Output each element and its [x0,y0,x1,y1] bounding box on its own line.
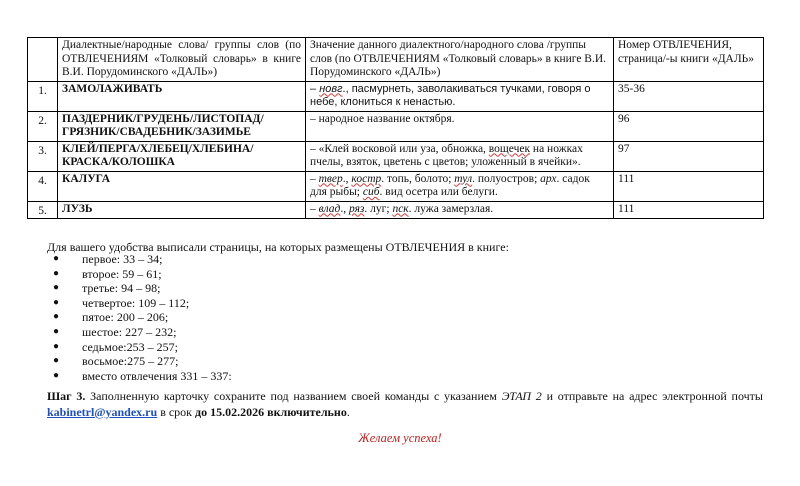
bullet-icon: ● [53,267,60,279]
step-text: в срок [157,404,196,419]
bullet-icon: ● [53,296,60,308]
list-item [53,310,232,325]
row-number: 5. [28,201,58,219]
table-row [28,81,764,111]
region-abbr: тул [454,172,473,185]
region-abbr: влад [318,202,341,215]
list-item-text: первое: 33 – 34; [82,252,163,266]
row-meaning [306,201,614,219]
list-item [53,267,232,282]
list-item-text: четвертое: 109 – 112; [82,295,190,310]
bullet-icon: ● [53,325,60,337]
table-row [28,171,764,201]
meaning-word: вощечек [488,142,531,155]
bullet-icon: ● [53,253,60,264]
row-meaning: – народное название октября. [306,111,614,141]
meaning-text: . полуостров; [472,172,541,185]
list-item [53,325,232,340]
list-item [53,281,232,296]
row-number: 2. [28,111,58,141]
pages-intro-text: Для вашего удобства выписали страницы, на которых размещены ОТВЛЕЧЕНИЯ в книге: [47,240,509,254]
table-row [28,141,764,171]
row-pages: 111 [614,201,764,219]
header-pages-cell: Номер ОТВЛЕЧЕНИЯ, страница/-ы книги «ДАЛЬ» [614,38,764,82]
dialect-table [27,37,764,219]
header-words-cell: Диалектные/народные слова/ группы слов (по ОТВЛЕЧЕНИЯМ «Толковый словарь» в книге В.И. Порудоминского «ДАЛЬ») [58,38,306,82]
list-item [53,296,232,311]
table-row [28,201,764,219]
meaning-text: . топь, болото; [381,172,455,185]
row-pages: 96 [614,111,764,141]
deadline-text: до 15.02.2026 включительно [195,404,347,419]
row-words: ПАЗДЕРНИК/ГРУДЕНЬ/ЛИСТОПАД/ ГРЯЗНИК/СВАДЕБНИК/ЗАЗИМЬЕ [58,111,306,141]
row-meaning [306,171,614,201]
region-abbr: сиб [362,186,380,198]
meaning-text: ., пасмурнеть, заволакиваться тучками, говоря о небе, клониться к ненастью. [310,82,591,108]
list-item [53,252,232,267]
step-text: и отправьте на адрес электронной почты [541,389,763,403]
bullet-icon: ● [53,282,60,294]
list-item-text: пятое: 200 – 206; [82,310,169,325]
bullet-icon: ● [53,369,60,381]
meaning-text: – «Клей восковой или уза, обножка, [310,142,489,155]
row-number: 1. [28,81,58,111]
list-item-text: седьмое:253 – 257; [82,339,178,354]
list-item-text: восьмое:275 – 277; [82,354,179,369]
meaning-dash: – [310,82,320,95]
meaning-dash: – [310,202,319,215]
row-pages: 97 [614,141,764,171]
stage-label: ЭТАП 2 [501,389,542,403]
bullet-icon: ● [53,355,60,367]
row-words: ЗАМОЛАЖИВАТЬ [58,81,306,111]
row-pages: 111 [614,171,764,201]
list-item [53,354,232,369]
step-3-instructions [47,389,763,420]
row-pages: 35-36 [614,81,764,111]
step-text: Заполненную карточку сохраните под названием своей команды с указанием [85,389,502,403]
table-header-row [28,38,764,82]
meaning-text: ., [340,202,349,215]
row-words: ЛУЗЬ [58,201,306,219]
meaning-text: . садок для рыбы; [310,172,590,198]
meaning-text: . лужа замерзлая. [408,202,494,215]
header-num-cell [28,38,58,82]
step-end: . [346,404,350,419]
list-item-text: третье: 94 – 98; [82,281,161,296]
region-abbr: ряз [348,202,365,215]
list-item-text: второе: 59 – 61; [82,266,162,281]
list-item-text: шестое: 227 – 232; [82,324,177,339]
row-number: 4. [28,171,58,201]
step-label: Шаг 3. [47,389,86,403]
row-words: КЛЕЙ/ПЕРГА/ХЛЕБЕЦ/ХЛЕБИНА/ КРАСКА/КОЛОШКА [58,141,306,171]
meaning-text: . вид осетра или белуги. [379,186,498,198]
meaning-text: ., [342,172,352,185]
row-words: КАЛУГА [58,171,306,201]
closing-wish: Желаем успеха! [358,431,442,445]
list-item [53,369,232,384]
list-item-text: вместо отвлечения 331 – 337: [82,368,232,383]
region-abbr: твер [318,172,343,185]
region-abbr: пск [392,202,409,215]
region-abbr: новг [319,82,343,95]
bullet-icon: ● [53,340,60,352]
header-meaning-cell: Значение данного диалектного/народного слова /группы слов (по ОТВЛЕЧЕНИЯМ «Толковый словарь» в книге В.И. Порудоминского «ДАЛЬ») [306,38,614,82]
pages-list [53,252,232,383]
list-item [53,340,232,355]
meaning-dash: – [310,172,319,185]
bullet-icon: ● [53,311,60,323]
row-meaning [306,81,614,111]
email-link[interactable]: kabinetrl@yandex.ru [47,404,158,419]
meaning-text: на ножках пчелы, взяток, цветень с цветов; уложенный в ячейки». [310,142,583,168]
table-row [28,111,764,141]
region-abbr: костр [351,172,382,185]
meaning-text: . луг; [364,202,393,215]
row-number: 3. [28,141,58,171]
row-meaning [306,141,614,171]
region-abbr: арх [540,172,557,185]
